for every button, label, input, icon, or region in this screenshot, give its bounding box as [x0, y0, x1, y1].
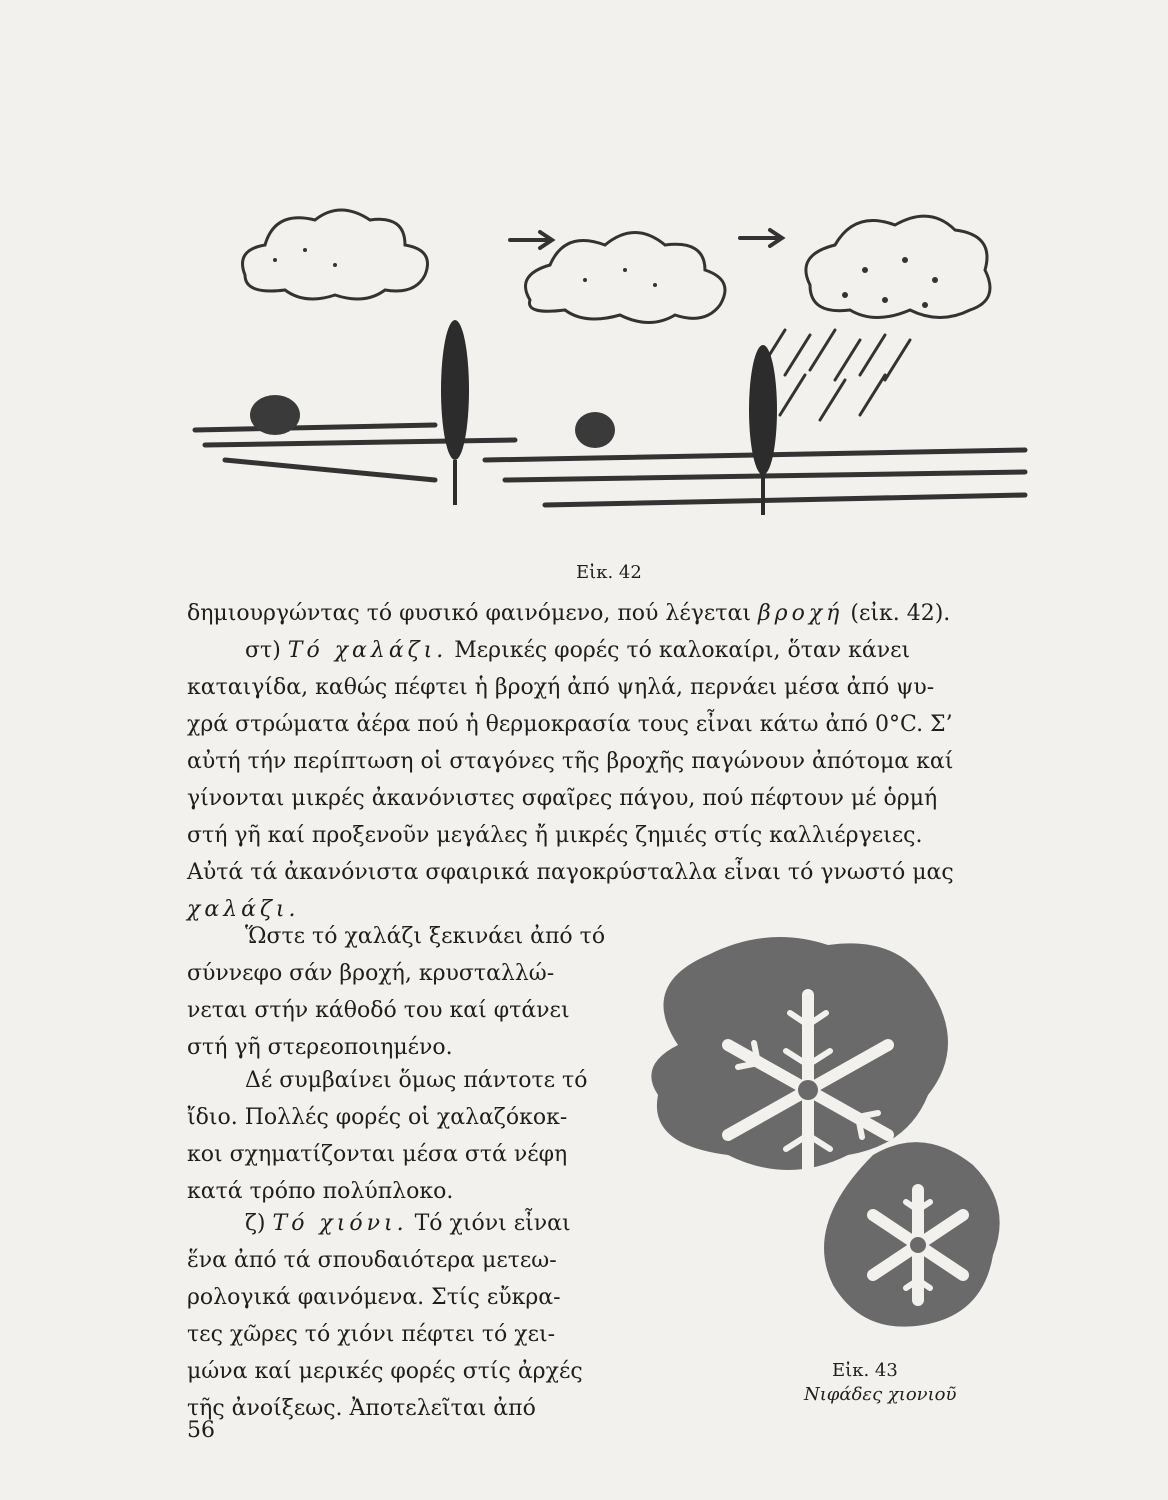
- paragraph-rain-end: δημιουργώντας τό φυσικό φαινόμενο, πού λέγεται βροχή (εἰκ. 42).: [187, 601, 951, 626]
- section-hail: στ) Τό χαλάζι. Μερικές φορές τό καλοκαίρι, ὅταν κάνει καταιγίδα, καθώς πέφτει ἡ βροχή ἀπό ψηλά, περνάει μέσα ἀπό ψυ- χρά στρώματα ἀέρα πού ἡ θερμοκρασία τους εἶναι κάτω ἀπό 0°C. Σ’ αὐτή τήν περίπτωση οἱ σταγόνες τῆς βροχῆς παγώνουν ἀπότομα καί γίνονται μικρές ἀκανόνιστες σφαῖρες πάγου, πού πέφτουν μέ ὁρμή στή γῆ καί προξενοῦν μεγάλες ἤ μικρές ζημιές στίς καλλιέργειες. Αὐτά τά ἀκανόνιστα σφαιρικά παγοκρύσταλλα εἶναι τό γνωστό μας χαλάζι.: [187, 638, 954, 922]
- figure-43-snowflakes-illustration: [638, 935, 1008, 1355]
- figure-42-caption: Εἰκ. 42: [576, 562, 642, 583]
- paragraph-hail-complex: Δέ συμβαίνει ὅμως πάντοτε τό ἴδιο. Πολλές φορές οἱ χαλαζόκοκ- κοι σχηματίζονται μέσα στά νέφη κατά τρόπο πολύπλοκο.: [187, 1068, 588, 1204]
- figure-43-subtitle: Νιφάδες χιονιοῦ: [804, 1384, 957, 1405]
- section-hail-title: Τό χαλάζι.: [287, 638, 448, 663]
- figure-42-rain-illustration: [185, 160, 1045, 555]
- figure-43-caption: Εἰκ. 43: [832, 1360, 898, 1381]
- section-snow: ζ) Τό χιόνι. Τό χιόνι εἶναι ἕνα ἀπό τά σπουδαιότερα μετεω- ρολογικά φαινόμενα. Στίς εὔκρα- τες χῶρες τό χιόνι πέφτει τό χει- μώνα καί μερικές φορές στίς ἀρχές τῆς ἀνοίξεως. Ἀποτελεῖται ἀπό: [187, 1211, 583, 1421]
- section-snow-title: Τό χιόνι.: [272, 1211, 408, 1236]
- paragraph-hail-summary: Ὥστε τό χαλάζι ξεκινάει ἀπό τό σύννεφο σάν βροχή, κρυσταλλώ- νεται στήν κάθοδό του καί φτάνει στή γῆ στερεοποιημένο.: [187, 924, 606, 1060]
- page-number: 56: [187, 1418, 215, 1443]
